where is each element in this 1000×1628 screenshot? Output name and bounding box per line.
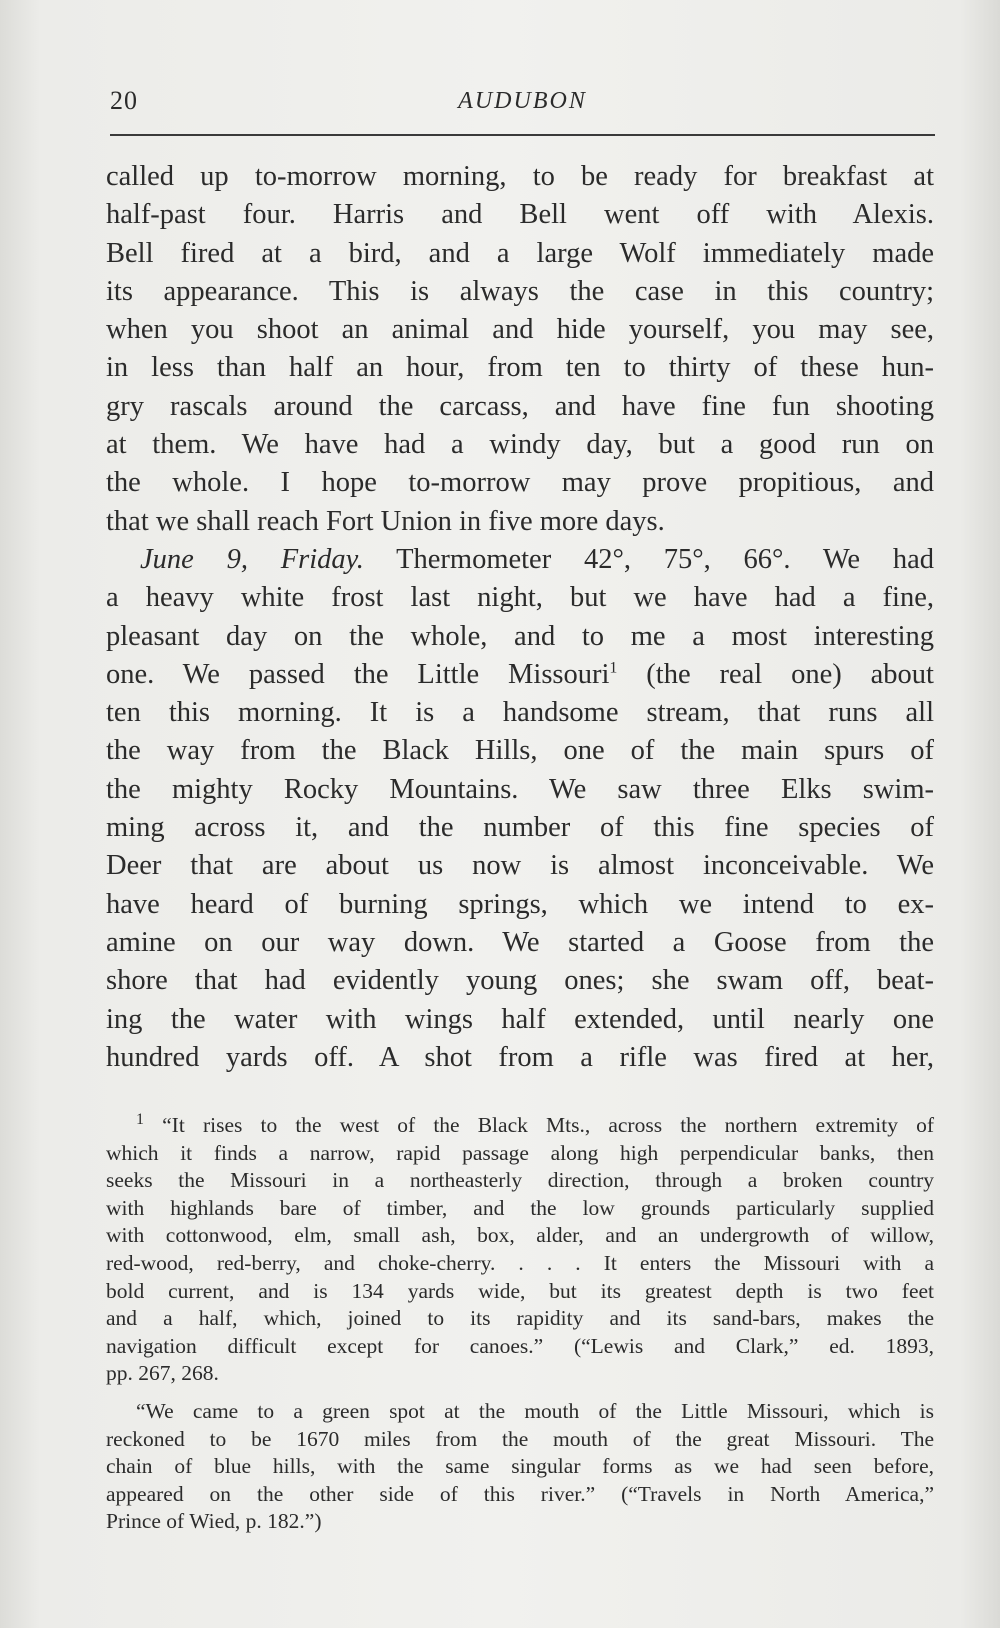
body-line: the way from the Black Hills, one of the main spurs of xyxy=(106,735,934,767)
page-number: 20 xyxy=(110,86,138,115)
body-line: Deer that are about us now is almost inconceivable. We xyxy=(106,850,934,882)
entry-first-line xyxy=(106,541,934,579)
footnote-line: Prince of Wied, p. 182.”) xyxy=(106,1509,322,1534)
body-line-with-footnote-ref xyxy=(106,656,934,694)
footnote-line: reckoned to be 1670 miles from the mouth of the great Missouri. The xyxy=(106,1426,934,1451)
body-line: ming across it, and the number of this fine species of xyxy=(106,812,934,844)
footnote-line: navigation difficult except for canoes.” (“Lewis and Clark,” ed. 1893, xyxy=(106,1333,934,1358)
footnote-line: chain of blue hills, with the same singular forms as we had seen before, xyxy=(106,1454,934,1479)
page-header xyxy=(110,86,935,126)
footnote-text: “It rises to the west of the Black Mts., across the northern extremity of xyxy=(144,1113,934,1137)
footnote-line: and a half, which, joined to its rapidity and its sand-bars, makes the xyxy=(106,1306,934,1331)
body-line: a heavy white frost last night, but we have had a fine, xyxy=(106,582,934,614)
header-rule xyxy=(110,134,935,136)
footnote-line: seeks the Missouri in a northeasterly direction, through a broken country xyxy=(106,1168,934,1193)
footnote-line: with highlands bare of timber, and the low grounds particularly supplied xyxy=(106,1195,934,1220)
body-line: its appearance. This is always the case in this country; xyxy=(106,275,934,307)
body-line: have heard of burning springs, which we intend to ex- xyxy=(106,888,934,920)
body-line: ten this morning. It is a handsome stream, that runs all xyxy=(106,697,934,729)
body-line: amine on our way down. We started a Goose from the xyxy=(106,926,934,958)
body-line-text: (the real one) about xyxy=(617,658,934,690)
footnotes xyxy=(106,1112,934,1536)
body-line-text: one. We passed the Little Missouri xyxy=(106,658,610,690)
footnote-line: bold current, and is 134 yards wide, but its greatest depth is two feet xyxy=(106,1278,934,1303)
footnote-spacer xyxy=(106,1388,934,1398)
entry-date: June 9, Friday. xyxy=(140,543,364,575)
body-line: in less than half an hour, from ten to thirty of these hun- xyxy=(106,352,934,384)
footnote-line: pp. 267, 268. xyxy=(106,1361,219,1386)
body-line: gry rascals around the carcass, and have fine fun shooting xyxy=(106,390,934,422)
body-line: that we shall reach Fort Union in five more days. xyxy=(106,505,665,537)
body-line: when you shoot an animal and hide yourself, you may see, xyxy=(106,314,934,346)
footnote-reference[interactable]: 1 xyxy=(609,659,618,677)
body-line: hundred yards off. A shot from a rifle was fired at her, xyxy=(106,1041,934,1073)
body-line: the whole. I hope to-morrow may prove propitious, and xyxy=(106,467,934,499)
body-line: pleasant day on the whole, and to me a most interesting xyxy=(106,620,934,652)
footnote-line: which it finds a narrow, rapid passage along high perpendicular banks, then xyxy=(106,1140,934,1165)
footnote-line: with cottonwood, elm, small ash, box, alder, and an undergrowth of willow, xyxy=(106,1223,934,1248)
footnote-line: “We came to a green spot at the mouth of the Little Missouri, which is xyxy=(136,1398,934,1423)
body-line: the mighty Rocky Mountains. We saw three Elks swim- xyxy=(106,773,934,805)
footnote-line: appeared on the other side of this river.” (“Travels in North America,” xyxy=(106,1481,934,1506)
footnote-line: red-wood, red-berry, and choke-cherry. . . . It enters the Missouri with a xyxy=(106,1250,934,1275)
body-line: at them. We have had a windy day, but a good run on xyxy=(106,429,934,461)
body-line: called up to-morrow morning, to be ready for breakfast at xyxy=(106,161,934,192)
footnote-marker: 1 xyxy=(136,1110,144,1128)
entry-first-line-text: Thermometer 42°, 75°, 66°. We had xyxy=(363,543,934,575)
running-title: AUDUBON xyxy=(458,88,587,114)
footnote-line xyxy=(106,1112,934,1140)
body-line: Bell fired at a bird, and a large Wolf immediately made xyxy=(106,237,934,269)
body-line: half-past four. Harris and Bell went off with Alexis. xyxy=(106,199,934,231)
body-line: ing the water with wings half extended, until nearly one xyxy=(106,1003,934,1035)
body-line: shore that had evidently young ones; she swam off, beat- xyxy=(106,965,934,997)
body-text xyxy=(106,158,934,1077)
